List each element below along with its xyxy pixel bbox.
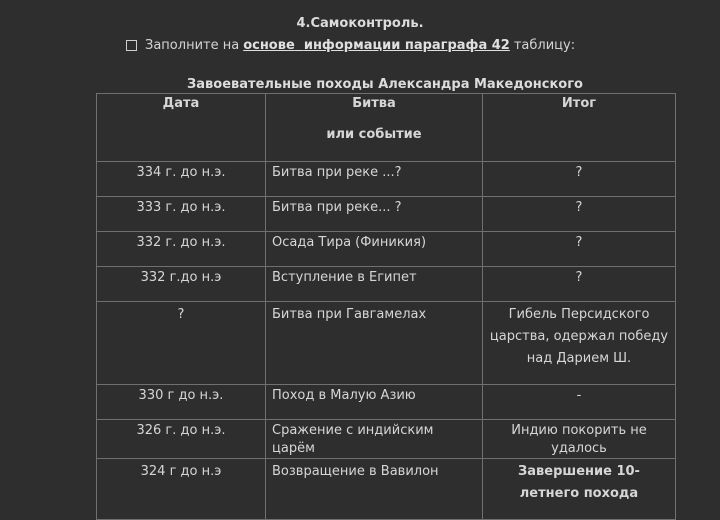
task-suffix: таблицу: [513, 38, 576, 53]
header-battle [266, 94, 483, 162]
cell-date: 332 г.до н.э [97, 267, 266, 302]
cell-result: ? [483, 232, 676, 267]
cell-date: 332 г. до н.э. [97, 232, 266, 267]
cell-event: Битва при реке ...? [266, 162, 483, 197]
cell-result: Завершение 10-летнего похода [483, 459, 676, 520]
cell-result: ? [483, 162, 676, 197]
campaigns-table [96, 93, 676, 520]
cell-result: Индию покорить не удалось [483, 420, 676, 459]
table-header-row [97, 94, 676, 162]
cell-date: 324 г до н.э [97, 459, 266, 520]
cell-date: ? [97, 302, 266, 385]
cell-event: Осада Тира (Финикия) [266, 232, 483, 267]
cell-event: Возвращение в Вавилон [266, 459, 483, 520]
cell-result: ? [483, 267, 676, 302]
table-row [97, 162, 676, 197]
table-row [97, 385, 676, 420]
task-link-gap[interactable] [295, 38, 304, 53]
cell-event: Битва при Гавгамелах [266, 302, 483, 385]
cell-date: 330 г до н.э. [97, 385, 266, 420]
cell-date: 333 г. до н.э. [97, 197, 266, 232]
table-row [97, 420, 676, 459]
table-row [97, 232, 676, 267]
table-row [97, 459, 676, 520]
task-link-part1[interactable]: основе [243, 38, 295, 53]
header-battle-line1: Битва [352, 96, 396, 111]
table-row [97, 267, 676, 302]
cell-date: 326 г. до н.э. [97, 420, 266, 459]
cell-date: 334 г. до н.э. [97, 162, 266, 197]
task-prefix: Заполните на [145, 38, 240, 53]
table-caption: Завоевательные походы Александра Македонского [187, 77, 583, 92]
cell-result: - [483, 385, 676, 420]
cell-result: Гибель Персидского царства, одержал победу над Дарием Ш. [483, 302, 676, 385]
header-battle-line2: или событие [326, 127, 422, 142]
cell-event: Сражение с индийским царём [266, 420, 483, 459]
cell-event: Битва при реке... ? [266, 197, 483, 232]
task-checkbox[interactable] [126, 40, 137, 51]
table-row [97, 197, 676, 232]
task-link-part2[interactable]: информации параграфа 42 [303, 38, 510, 53]
task-line [126, 38, 575, 53]
cell-result: ? [483, 197, 676, 232]
header-date: Дата [97, 94, 266, 162]
section-heading: 4.Самоконтроль. [296, 16, 424, 31]
cell-event: Поход в Малую Азию [266, 385, 483, 420]
table-row [97, 302, 676, 385]
cell-event: Вступление в Египет [266, 267, 483, 302]
header-result: Итог [483, 94, 676, 162]
